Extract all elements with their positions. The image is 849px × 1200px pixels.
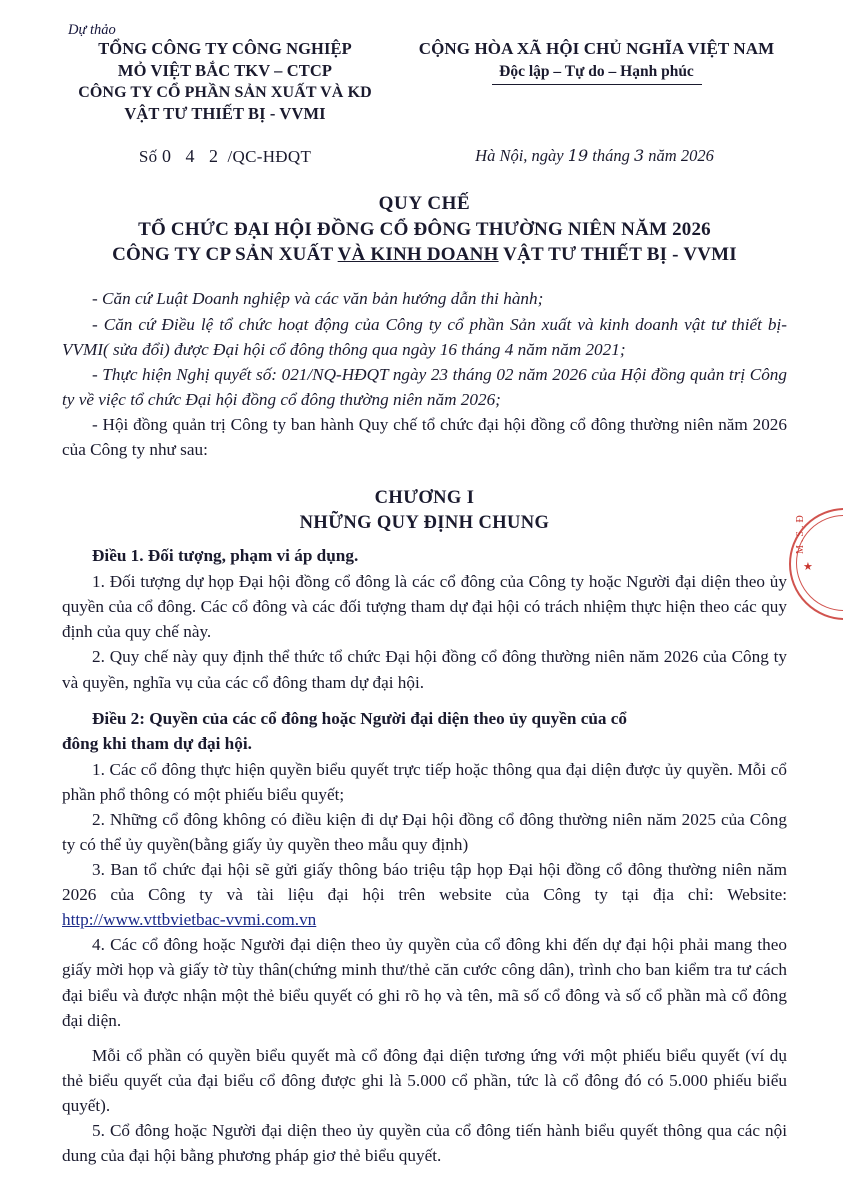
article-2-item-5: 5. Cổ đông hoặc Người đại diện theo ủy quyền của cổ đông tiến hành biểu quyết thông qua các nội dung của đại hội bằng phương pháp giơ thẻ biểu quyết. xyxy=(62,1121,787,1166)
title-line-3-part-c: VẬT TƯ THIẾT BỊ - VVMI xyxy=(498,244,737,266)
date-month-label: tháng xyxy=(592,146,630,166)
preamble-final: - Hội đồng quản trị Công ty ban hành Quy chế tổ chức đại hội đồng cổ đông thường niên năm 2026 của Công ty như sau: xyxy=(62,414,787,460)
article-1-item-1: 1. Đối tượng dự họp Đại hội đồng cổ đông là các cổ đông của Công ty hoặc Người đại diện theo ủy quyền của cổ đông. Các cổ đông và các đối tượng tham dự đại hội có trách nhiệm thực hiện theo các quy định của quy chế này. xyxy=(62,572,787,642)
preamble-item-2: - Căn cứ Điều lệ tổ chức hoạt động của Công ty cổ phần Sản xuất và kinh doanh vật tư thiết bị-VVMI( sửa đổi) được Đại hội cổ đông thông qua ngày 16 tháng 4 năm năm 2021; xyxy=(62,314,787,359)
seal-star-icon: ★ xyxy=(803,561,813,573)
official-seal-stamp xyxy=(789,508,843,628)
article-2-item-3-text: 3. Ban tổ chức đại hội sẽ gửi giấy thông báo triệu tập họp Đại hội đồng cổ đông thường niên năm 2026 của Công ty và tài liệu đại hội trên website của Công ty tại địa chỉ: Website: xyxy=(62,859,787,905)
article-2-item-extra: Mỗi cổ phần có quyền biểu quyết mà cổ đông đại diện tương ứng với một phiếu biểu quyết (ví dụ thẻ biểu quyết của đại biểu cổ đông được ghi là 5.000 cổ phần, tức là cổ đông đó có 5.000 phiếu biểu quyết). xyxy=(62,1045,787,1115)
org-line-2: MỎ VIỆT BẮC TKV – CTCP xyxy=(117,60,333,80)
motto-line: Độc lập – Tự do – Hạnh phúc xyxy=(499,62,694,80)
preamble-item-1: - Căn cứ Luật Doanh nghiệp và các văn bản hướng dẫn thi hành; xyxy=(92,289,544,309)
document-number-prefix: Số xyxy=(138,147,158,167)
org-line-4: VẬT TƯ THIẾT BỊ - VVMI xyxy=(124,103,326,123)
title-line-2: TỔ CHỨC ĐẠI HỘI ĐỒNG CỔ ĐÔNG THƯỜNG NIÊN NĂM 2026 xyxy=(138,219,711,241)
document-title-block xyxy=(0,193,849,266)
document-number-suffix: /QC-HĐQT xyxy=(227,147,312,167)
document-body xyxy=(0,286,849,1168)
article-2-heading-line-1: Điều 2: Quyền của các cổ đông hoặc Người đại diện theo ủy quyền của cổ xyxy=(92,708,628,728)
document-header xyxy=(0,0,849,124)
article-2-item-1: 1. Các cổ đông thực hiện quyền biểu quyết trực tiếp hoặc thông qua đại diện được ủy quyền. Mỗi cổ phần phổ thông có một phiếu biểu quyết; xyxy=(62,759,787,804)
preamble-item-3: - Thực hiện Nghị quyết số: 021/NQ-HĐQT ngày 23 tháng 02 năm 2026 của Hội đồng quản trị Công ty về việc tổ chức Đại hội đồng cổ đông thường niên năm 2026; xyxy=(62,364,787,409)
issuing-organization-block xyxy=(60,22,390,124)
article-2-item-2: 2. Những cổ đông không có điều kiện đi dự Đại hội đồng cổ đông thường niên năm 2025 của Công ty có thể ủy quyền(bằng giấy ủy quyền theo mẫu quy định) xyxy=(62,809,787,854)
document-date xyxy=(390,146,789,167)
article-2-item-4: 4. Các cổ đông hoặc Người đại diện theo ủy quyền của cổ đông khi đến dự đại hội phải mang theo giấy mời họp và giấy tờ tùy thân(chứng minh thư/thẻ căn cước công dân), trình cho ban kiểm tra tư cách đại biểu và được nhận một thẻ biểu quyết có ghi rõ họ và tên, mã số cổ đông và số cổ phần mà cổ đông đại diện. xyxy=(62,935,787,1030)
seal-text: M.S.Đ xyxy=(795,512,806,554)
date-day: 19 xyxy=(567,146,589,166)
chapter-number: CHƯƠNG I xyxy=(374,488,475,509)
org-line-3: CÔNG TY CỔ PHẦN SẢN XUẤT VÀ KD xyxy=(78,83,372,101)
chapter-title: NHỮNG QUY ĐỊNH CHUNG xyxy=(299,513,550,534)
draft-note: Dự thảo xyxy=(68,22,116,38)
title-line-1: QUY CHẾ xyxy=(378,193,471,215)
article-1-item-2: 2. Quy chế này quy định thể thức tổ chức Đại hội đồng cổ đông thường niên năm 2026 của Công ty và quyền, nghĩa vụ của các cổ đông tham dự đại hội. xyxy=(62,647,787,692)
national-heading-block xyxy=(390,38,789,85)
title-line-3-part-b: VÀ KINH DOANH xyxy=(337,244,499,266)
document-number-date-row xyxy=(0,124,849,167)
company-website-link[interactable]: http://www.vttbvietbac-vvmi.com.vn xyxy=(62,910,317,930)
nation-line: CỘNG HÒA XÃ HỘI CHỦ NGHĨA VIỆT NAM xyxy=(418,39,775,58)
date-prefix: Hà Nội, ngày xyxy=(475,146,564,166)
document-number-digits: 0 4 2 xyxy=(161,146,223,167)
article-2-heading-line-2: đông khi tham dự đại hội. xyxy=(62,733,252,753)
article-2-item-3 xyxy=(62,857,787,932)
title-line-3-part-a: CÔNG TY CP SẢN XUẤT xyxy=(112,244,338,266)
title-line-3 xyxy=(45,244,804,266)
date-year-label: năm 2026 xyxy=(648,146,714,166)
motto-underline xyxy=(492,84,702,86)
org-line-1: TỔNG CÔNG TY CÔNG NGHIỆP xyxy=(98,39,352,58)
date-month: 3 xyxy=(633,146,645,166)
article-1-heading: Điều 1. Đối tượng, phạm vi áp dụng. xyxy=(92,546,359,566)
document-number xyxy=(60,146,390,167)
